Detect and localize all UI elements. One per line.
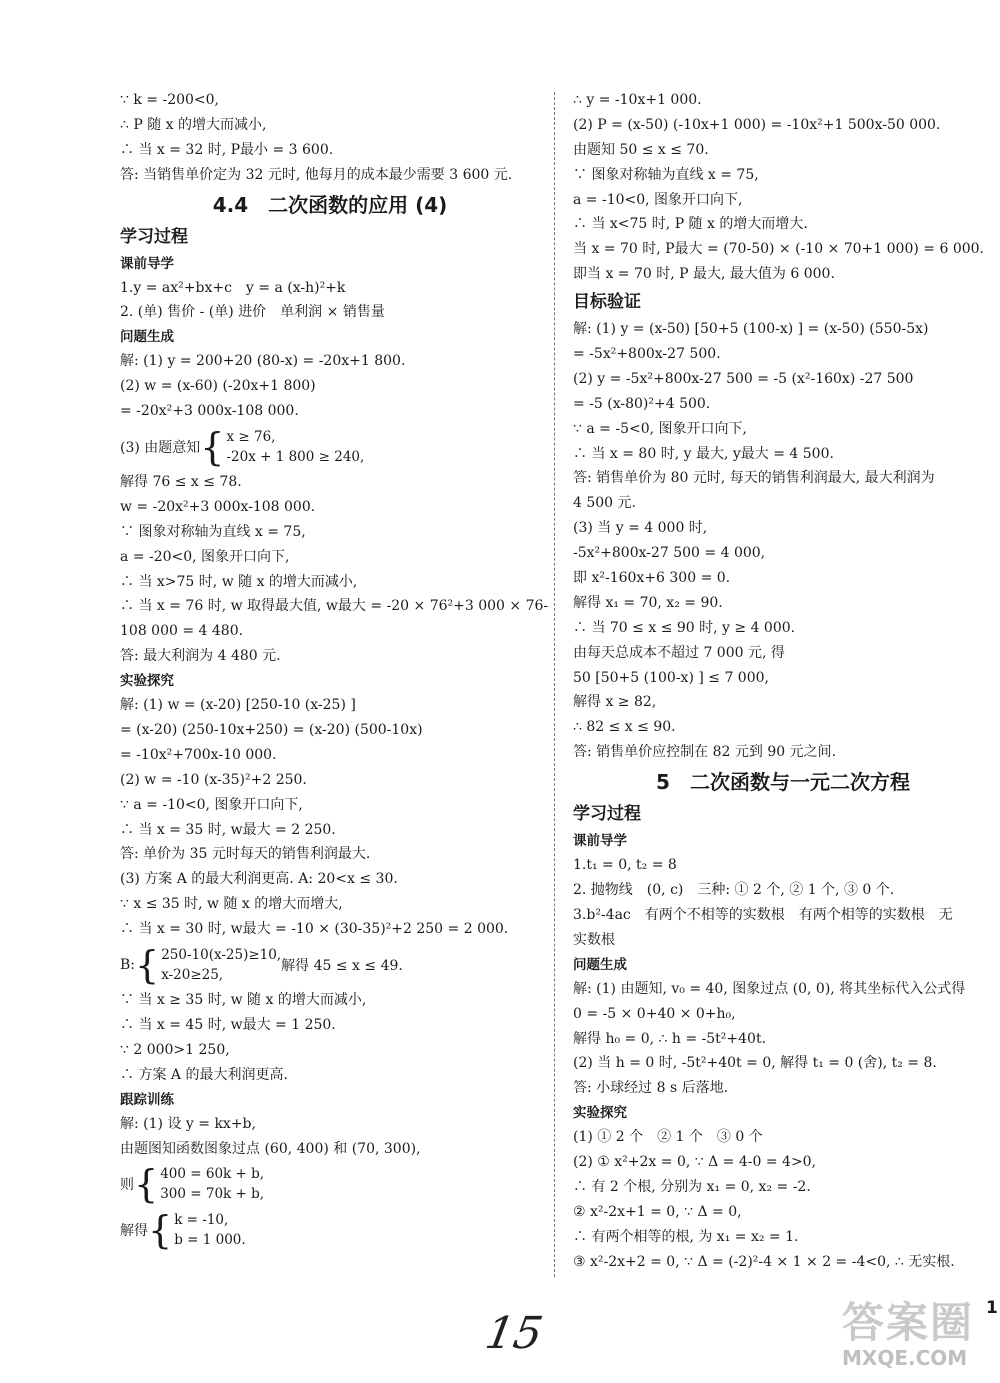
text-line: 解: (1) y = 200+20 (80-x) = -20x+1 800.: [120, 353, 406, 370]
text-line: ∵ 图象对称轴为直线 x = 75,: [573, 166, 759, 183]
text-line: ② x²-2x+1 = 0, ∵ Δ = 0,: [573, 1203, 742, 1220]
text-line: = -5x²+800x-27 500.: [573, 346, 721, 363]
text-line: ∴ 当 x = 45 时, w最大 = 1 250.: [120, 1016, 336, 1033]
text-line: ∵ 当 x ≥ 35 时, w 随 x 的增大而减小,: [120, 992, 367, 1009]
text-line: ∴ 当 x<75 时, P 随 x 的增大而增大.: [573, 216, 808, 233]
text-line: 答: 单价为 35 元时每天的销售利润最大.: [120, 846, 371, 863]
text-line: a = -20<0, 图象开口向下,: [120, 548, 290, 565]
system-prefix: (3) 由题意知: [120, 440, 201, 457]
text-line: ∴ 有两个相等的根, 为 x₁ = x₂ = 1.: [573, 1228, 799, 1245]
text-line: 答: 销售单价应控制在 82 元到 90 元之间.: [573, 744, 837, 761]
system-line: 250-10(x-25)≥10,: [161, 947, 282, 964]
text-line: 108 000 = 4 480.: [120, 623, 244, 640]
left-top-block: [120, 88, 540, 188]
text-line: 解得 x₁ = 70, x₂ = 90.: [573, 594, 723, 611]
text-line: 解得 76 ≤ x ≤ 78.: [120, 474, 242, 491]
text-line: (3) 当 y = 4 000 时,: [573, 520, 708, 537]
brace-symbol: {: [148, 1208, 173, 1253]
text-line: 答: 当销售单价定为 32 元时, 他每月的成本最少需要 3 600 元.: [120, 166, 513, 183]
label-preview: 课前导学: [120, 255, 174, 272]
label-experiment: 实验探究: [573, 1105, 627, 1122]
text-line: 当 x = 70 时, P最大 = (70-50) × (-10 × 70+1 000) = 6 000.: [573, 241, 984, 258]
text-line: (2) P = (x-50) (-10x+1 000) = -10x²+1 500x-50 000.: [573, 116, 941, 133]
text-line: 答: 最大利润为 4 480 元.: [120, 648, 281, 665]
text-line: 答: 小球经过 8 s 后落地.: [573, 1080, 729, 1097]
label-problem: 问题生成: [573, 956, 627, 973]
problem-block: [573, 977, 993, 1101]
equation-system-3: [120, 1161, 540, 1207]
text-line: ∴ 当 70 ≤ x ≤ 90 时, y ≥ 4 000.: [573, 619, 796, 636]
right-top-block: [573, 88, 993, 287]
text-line: ∵ x ≤ 35 时, w 随 x 的增大而增大,: [120, 896, 343, 913]
text-line: (2) 当 h = 0 时, -5t²+40t = 0, 解得 t₁ = 0 (舍), t₂ = 8.: [573, 1055, 937, 1072]
text-line: (2) y = -5x²+800x-27 500 = -5 (x²-160x) -27 500: [573, 370, 914, 387]
verify-block: [573, 317, 993, 765]
text-line: 解得 h₀ = 0, ∴ h = -5t²+40t.: [573, 1030, 767, 1047]
text-line: ∵ a = -10<0, 图象开口向下,: [120, 796, 303, 813]
system-line: 300 = 70k + b,: [160, 1186, 265, 1203]
problem-block-b: [120, 470, 549, 669]
equation-system-2: [120, 942, 540, 988]
text-line: 解: (1) w = (x-20) [250-10 (x-25) ]: [120, 697, 356, 714]
brace: [148, 1208, 246, 1253]
text-line: = -5 (x-80)²+4 500.: [573, 395, 711, 412]
subheading-learning-process: 学习过程: [573, 804, 641, 825]
brace: [134, 1162, 265, 1207]
equation-system-4: [120, 1207, 540, 1253]
label-tracking: 跟踪训练: [120, 1091, 174, 1108]
system-line: x ≥ 76,: [226, 429, 276, 446]
text-line: a = -10<0, 图象开口向下,: [573, 191, 743, 208]
text-line: 由每天总成本不超过 7 000 元, 得: [573, 644, 785, 661]
experiment-block: [573, 1125, 993, 1274]
label-preview: 课前导学: [573, 833, 627, 850]
subheading-verify: 目标验证: [573, 292, 641, 313]
system-line: -20x + 1 800 ≥ 240,: [226, 449, 365, 466]
left-column: [120, 88, 549, 1253]
watermark-site: MXQE.COM: [842, 1346, 968, 1370]
text-line: 解: (1) 由题知, v₀ = 40, 图象过点 (0, 0), 将其坐标代入公式得: [573, 980, 966, 997]
watermark-logo: 答案圈: [842, 1298, 975, 1347]
label-experiment: 实验探究: [120, 673, 174, 690]
text-line: (3) 方案 A 的最大利润更高. A: 20<x ≤ 30.: [120, 871, 398, 888]
text-line: 4 500 元.: [573, 495, 636, 512]
text-line: ∴ 82 ≤ x ≤ 90.: [573, 719, 676, 736]
text-line: 由题知 50 ≤ x ≤ 70.: [573, 141, 709, 158]
text-line: (1) ① 2 个 ② 1 个 ③ 0 个: [573, 1129, 763, 1146]
text-line: 解: (1) y = (x-50) [50+5 (100-x) ] = (x-50) (550-5x): [573, 321, 929, 338]
text-line: 1.y = ax²+bx+c y = a (x-h)²+k: [120, 279, 346, 296]
brace-symbol: {: [200, 425, 225, 470]
text-line: ∴ 当 x = 30 时, w最大 = -10 × (30-35)²+2 250 = 2 000.: [120, 921, 509, 938]
right-column: [573, 88, 993, 1275]
text-line: ∵ 2 000>1 250,: [120, 1041, 230, 1058]
preview-block: [120, 276, 540, 326]
text-line: ∵ 图象对称轴为直线 x = 75,: [120, 523, 306, 540]
text-line: 由题图知函数图象过点 (60, 400) 和 (70, 300),: [120, 1140, 421, 1157]
page-number: 15: [481, 1308, 547, 1359]
brace-symbol: {: [134, 1162, 159, 1207]
text-line: = (x-20) (250-10x+250) = (x-20) (500-10x): [120, 722, 423, 739]
brace: [200, 425, 365, 470]
text-line: 2. (单) 售价 - (单) 进价 单利润 × 销售量: [120, 304, 385, 321]
text-line: 0 = -5 × 0+40 × 0+h₀,: [573, 1005, 736, 1022]
text-line: 3.b²-4ac 有两个不相等的实数根 有两个相等的实数根 无: [573, 906, 953, 923]
brace: [135, 943, 282, 988]
text-line: (2) w = -10 (x-35)²+2 250.: [120, 771, 307, 788]
text-line: ∵ a = -5<0, 图象开口向下,: [573, 420, 747, 437]
text-line: ∴ 当 x = 76 时, w 取得最大值, w最大 = -20 × 76²+3 000 × 76-: [120, 598, 549, 615]
text-line: ∴ 方案 A 的最大利润更高.: [120, 1066, 288, 1083]
text-line: 解: (1) 设 y = kx+b,: [120, 1115, 256, 1132]
system-prefix: 则: [120, 1177, 134, 1194]
column-divider: [554, 92, 555, 1277]
tracking-block: [120, 1112, 540, 1162]
text-line: -5x²+800x-27 500 = 4 000,: [573, 545, 766, 562]
text-line: = -20x²+3 000x-108 000.: [120, 403, 299, 420]
text-line: ∴ P 随 x 的增大而减小,: [120, 116, 267, 133]
system-suffix: 解得 45 ≤ x ≤ 49.: [281, 958, 403, 975]
section-title: 4.4 二次函数的应用 (4): [212, 192, 448, 217]
text-line: ∴ 当 x = 35 时, w最大 = 2 250.: [120, 821, 336, 838]
system-prefix: 解得: [120, 1223, 148, 1240]
system-line: 400 = 60k + b,: [160, 1166, 265, 1183]
preview-block: [573, 853, 993, 953]
equation-system-1: [120, 424, 540, 470]
corner-page-number: 1: [986, 1298, 998, 1318]
text-line: (2) w = (x-60) (-20x+1 800): [120, 378, 316, 395]
text-line: ∴ 当 x = 32 时, P最小 = 3 600.: [120, 141, 334, 158]
text-line: ∵ k = -200<0,: [120, 92, 220, 108]
subheading-learning-process: 学习过程: [120, 226, 188, 247]
text-line: 即 x²-160x+6 300 = 0.: [573, 570, 731, 587]
system-line: k = -10,: [174, 1212, 229, 1229]
watermark: [842, 1290, 992, 1380]
text-line: (2) ① x²+2x = 0, ∵ Δ = 4-0 = 4>0,: [573, 1154, 817, 1171]
text-line: 即当 x = 70 时, P 最大, 最大值为 6 000.: [573, 266, 835, 283]
experiment-block-b: [120, 988, 540, 1088]
label-problem: 问题生成: [120, 329, 174, 346]
problem-block-a: [120, 349, 540, 424]
system-line: x-20≥25,: [161, 967, 224, 984]
text-line: 1.t₁ = 0, t₂ = 8: [573, 857, 677, 874]
section-title: 5 二次函数与一元二次方程: [656, 770, 910, 795]
text-line: = -10x²+700x-10 000.: [120, 746, 277, 763]
system-prefix: B:: [120, 957, 136, 974]
text-line: 50 [50+5 (100-x) ] ≤ 7 000,: [573, 669, 769, 686]
text-line: ∴ 当 x = 80 时, y 最大, y最大 = 4 500.: [573, 445, 834, 462]
text-line: ∴ 有 2 个根, 分别为 x₁ = 0, x₂ = -2.: [573, 1178, 811, 1195]
text-line: ∴ 当 x>75 时, w 随 x 的增大而减小,: [120, 573, 358, 590]
text-line: ∴ y = -10x+1 000.: [573, 92, 702, 108]
text-line: 答: 销售单价为 80 元时, 每天的销售利润最大, 最大利润为: [573, 470, 935, 487]
text-line: w = -20x²+3 000x-108 000.: [120, 498, 316, 515]
text-line: 实数根: [573, 931, 615, 948]
experiment-block-a: [120, 693, 540, 942]
brace-symbol: {: [135, 943, 160, 988]
text-line: 解得 x ≥ 82,: [573, 694, 657, 711]
text-line: 2. 抛物线 (0, c) 三种: ① 2 个, ② 1 个, ③ 0 个.: [573, 882, 895, 899]
system-line: b = 1 000.: [174, 1232, 246, 1249]
text-line: ③ x²-2x+2 = 0, ∵ Δ = (-2)²-4 × 1 × 2 = -4<0, ∴ 无实根.: [573, 1253, 955, 1270]
